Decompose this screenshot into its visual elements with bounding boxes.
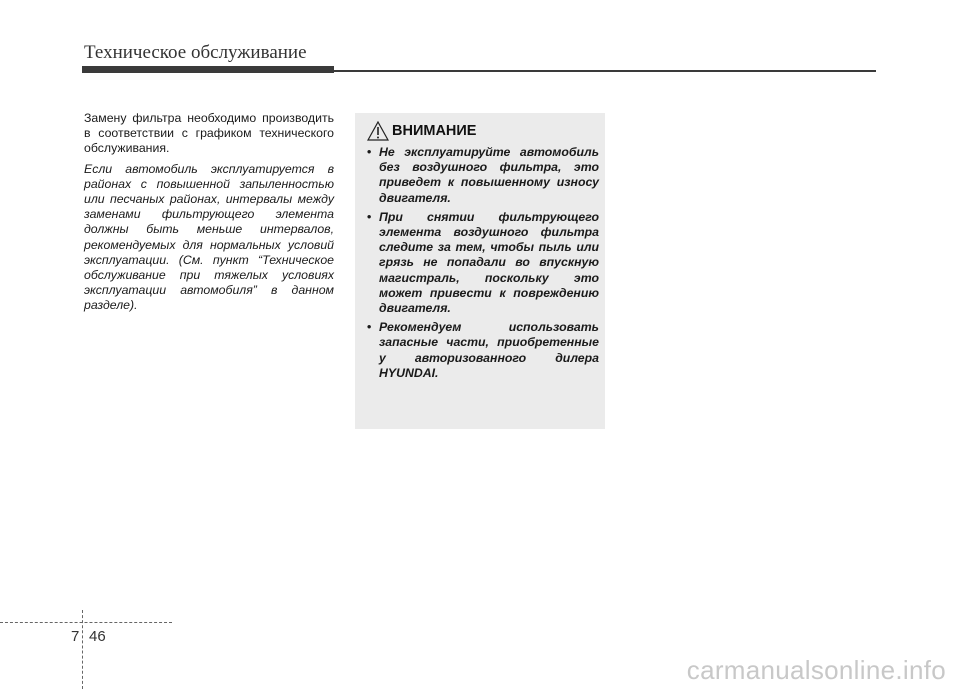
warning-title: ВНИМАНИЕ bbox=[392, 123, 477, 139]
page-number: 46 bbox=[89, 628, 106, 645]
warning-header bbox=[367, 121, 476, 141]
footer-divider-vertical bbox=[82, 610, 83, 689]
footer-divider-horizontal bbox=[0, 622, 172, 623]
paragraph-dusty-conditions: Если автомобиль эксплуатируется в районах с повышенной запыленностью или песчаных районах, интервалы между заменами фильтрующего элемента должны быть меньше интервалов, рекомендуемых для нормальных условий эксплуатации. (См. пункт “Техническое обслуживание при тяжелых условиях эксплуатации автомобиля” в данном разделе). bbox=[84, 161, 334, 313]
warning-item: • Не эксплуатируйте автомобиль без воздушного фильтра, это приведет к повышенному износу двигателя. bbox=[367, 145, 599, 206]
warning-list bbox=[367, 145, 599, 385]
warning-item: • При снятии фильтрующего элемента воздушного фильтра следите за тем, чтобы пыль или грязь не попадали во впускную магистраль, поскольку это может привести к повреждению двигателя. bbox=[367, 210, 599, 316]
page-header-title: Техническое обслуживание bbox=[84, 42, 307, 63]
warning-box bbox=[355, 113, 605, 429]
warning-triangle-icon bbox=[367, 121, 389, 141]
left-text-column bbox=[84, 111, 334, 314]
header-rule-thin bbox=[334, 70, 876, 72]
chapter-number: 7 bbox=[71, 628, 80, 645]
paragraph-filter-replacement: Замену фильтра необходимо производить в соответствии с графиком технического обслуживания. bbox=[84, 111, 334, 156]
warning-item: • Рекомендуем использовать запасные части, приобретенные у авторизованного дилера HYUNDAI. bbox=[367, 320, 599, 381]
header-rule-thick bbox=[82, 66, 334, 73]
watermark-text: carmanualsonline.info bbox=[686, 655, 946, 685]
